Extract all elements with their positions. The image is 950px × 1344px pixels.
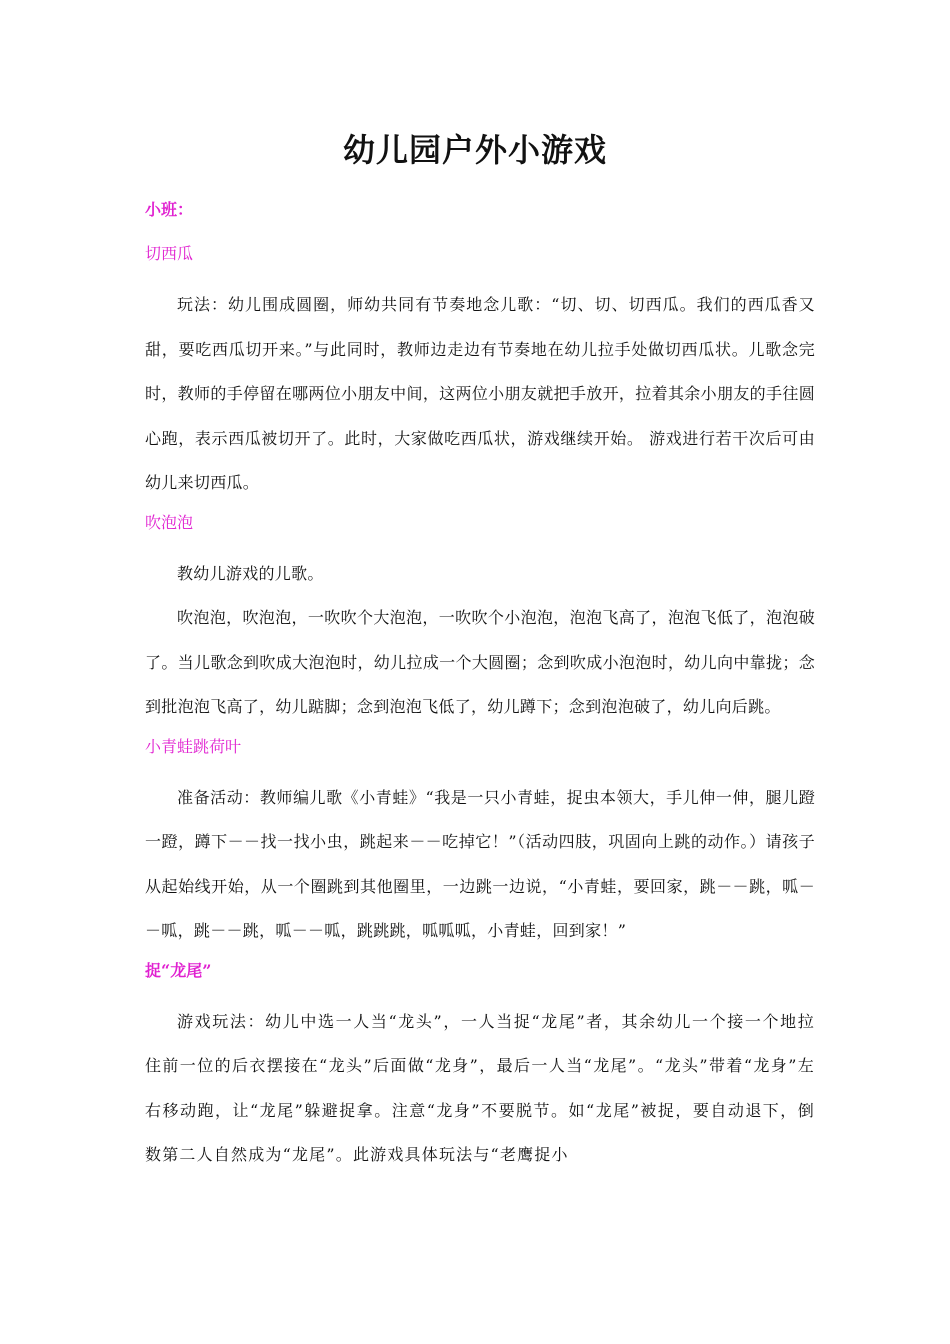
document-title: 幼儿园户外小游戏 <box>342 131 607 169</box>
class-heading: 小班： <box>145 200 194 219</box>
game-rules-frog: 准备活动：教师编儿歌《小青蛙》“我是一只小青蛙，捉虫本领大，手儿伸一伸，腿儿蹬一蹬，蹲下－－找一找小虫，跳起来－－吃掉它！”（活动四肢，巩固向上跳的动作。）请孩子从起始线开始，从一个圈跳到其他圈里，一边跳一边说，“小青蛙，要回家，跳－－跳，呱－－呱，跳－－跳，呱－－呱，跳跳跳，呱呱呱，小青蛙，回到家！” <box>145 787 815 940</box>
game-intro-bubbles: 教幼儿游戏的儿歌。 <box>177 563 324 583</box>
game-rules-dragon-tail: 游戏玩法：幼儿中选一人当“龙头”，一人当捉“龙尾”者，其余幼儿一个接一个地拉住前一位的后衣摆接在“龙头”后面做“龙身”，最后一人当“龙尾”。“龙头”带着“龙身”左右移动跑，让“龙尾”躲避捉拿。注意“龙身”不要脱节。如“龙尾”被捉，要自动退下，倒数第二人自然成为“龙尾”。此游戏具体玩法与“老鹰捉小 <box>145 1011 815 1164</box>
document-body <box>145 195 815 1178</box>
game-title-watermelon: 切西瓜 <box>145 244 194 263</box>
game-title-dragon-tail: 捉“龙尾” <box>145 960 212 980</box>
game-title-bubbles: 吹泡泡 <box>145 512 194 532</box>
game-title-frog: 小青蛙跳荷叶 <box>145 736 242 756</box>
game-rules-watermelon: 玩法：幼儿围成圆圈，师幼共同有节奏地念儿歌：“切、切、切西瓜。我们的西瓜香又甜，要吃西瓜切开来。”与此同时，教师边走边有节奏地在幼儿拉手处做切西瓜状。儿歌念完时，教师的手停留在哪两位小朋友中间，这两位小朋友就把手放开，拉着其余小朋友的手往圆心跑，表示西瓜被切开了。此时，大家做吃西瓜状，游戏继续开始。 游戏进行若干次后可由幼儿来切西瓜。 <box>145 295 815 492</box>
game-rules-bubbles: 吹泡泡，吹泡泡，一吹吹个大泡泡，一吹吹个小泡泡，泡泡飞高了，泡泡飞低了，泡泡破了。当儿歌念到吹成大泡泡时，幼儿拉成一个大圆圈；念到吹成小泡泡时，幼儿向中靠拢；念到批泡泡飞高了，幼儿踮脚；念到泡泡飞低了，幼儿蹲下；念到泡泡破了，幼儿向后跳。 <box>145 608 815 716</box>
